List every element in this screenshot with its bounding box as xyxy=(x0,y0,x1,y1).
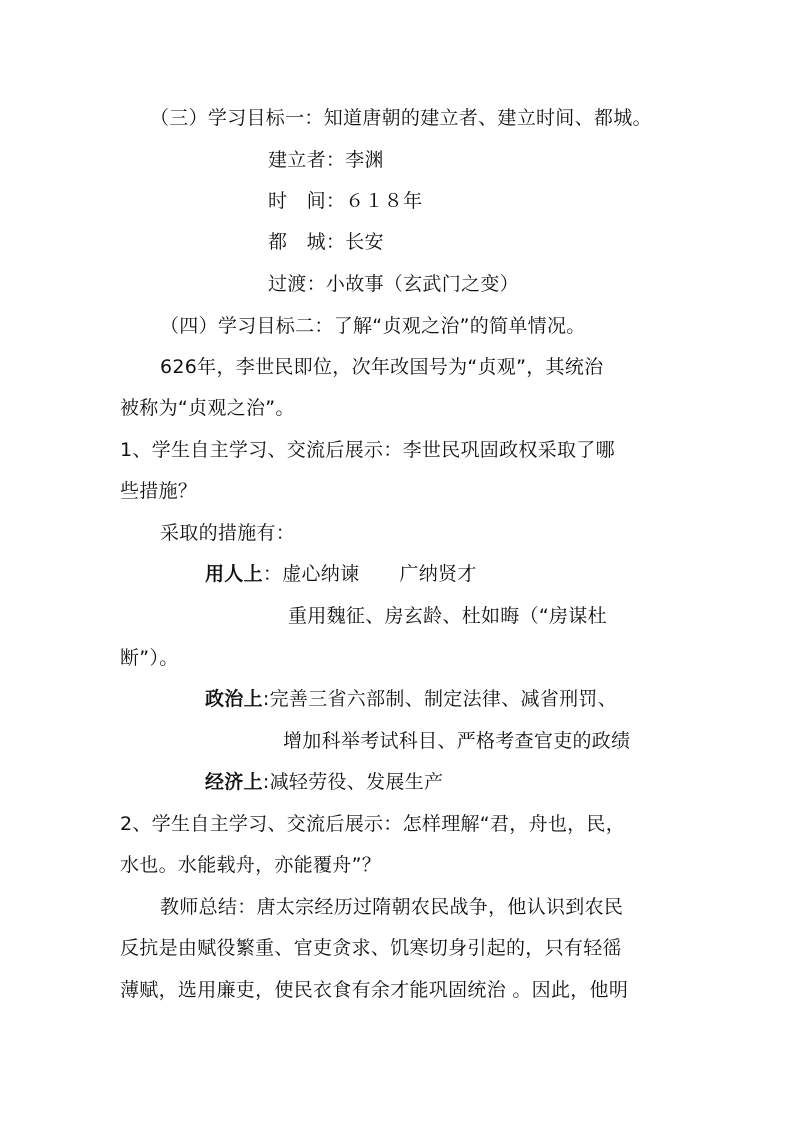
question1-line: 些措施？ xyxy=(120,480,198,502)
question2-line: 水也。水能载舟，亦能覆舟”？ xyxy=(120,854,382,876)
politics-text: :完善三省六部制、制定法律、减省刑罚、 xyxy=(262,688,618,710)
politics-line: 增加科举考试科目、严格考查官吏的政绩 xyxy=(283,730,631,752)
economy-measures xyxy=(205,769,443,795)
economy-label: 经济上 xyxy=(205,771,263,793)
politics-label: 政治上 xyxy=(205,688,263,710)
personnel-measures xyxy=(205,561,477,587)
summary-line: 薄赋，选用廉吏，使民衣食有余才能巩固统治 。因此，他明 xyxy=(120,979,629,1001)
personnel-line: 重用魏征、房玄龄、杜如晦（“房谋杜 xyxy=(288,605,607,627)
capital-line: 都 城：长安 xyxy=(268,231,384,253)
summary-line: 教师总结：唐太宗经历过隋朝农民战争，他认识到农民 xyxy=(160,896,624,918)
objective1-heading: （三）学习目标一：知道唐朝的建立者、建立时间、都城。 xyxy=(150,107,652,129)
objective2-heading: （四）学习目标二：了解“贞观之治”的简单情况。 xyxy=(160,315,586,337)
personnel-text: ：虚心纳谏 xyxy=(262,563,360,585)
personnel-text: 广纳贤才 xyxy=(399,563,477,585)
question2-line: 2、学生自主学习、交流后展示：怎样理解“君，舟也，民， xyxy=(120,813,626,835)
question1-line: 1、学生自主学习、交流后展示：李世民巩固政权采取了哪 xyxy=(120,439,615,461)
time-line: 时 间：６１８年 xyxy=(268,190,423,212)
paragraph-line: 被称为“贞观之治”。 xyxy=(120,397,295,419)
measures-intro: 采取的措施有： xyxy=(160,522,296,544)
founder-line: 建立者：李渊 xyxy=(268,149,384,171)
paragraph-line: 626年，李世民即位，次年改国号为“贞观”，其统治 xyxy=(160,356,604,378)
personnel-label: 用人上 xyxy=(205,563,263,585)
personnel-line: 断”）。 xyxy=(120,647,179,669)
transition-line: 过渡：小故事（玄武门之变） xyxy=(268,273,519,295)
summary-line: 反抗是由赋役繁重、官吏贪求、饥寒切身引起的，只有轻徭 xyxy=(120,937,622,959)
economy-text: :减轻劳役、发展生产 xyxy=(262,771,444,793)
politics-measures xyxy=(205,686,617,712)
